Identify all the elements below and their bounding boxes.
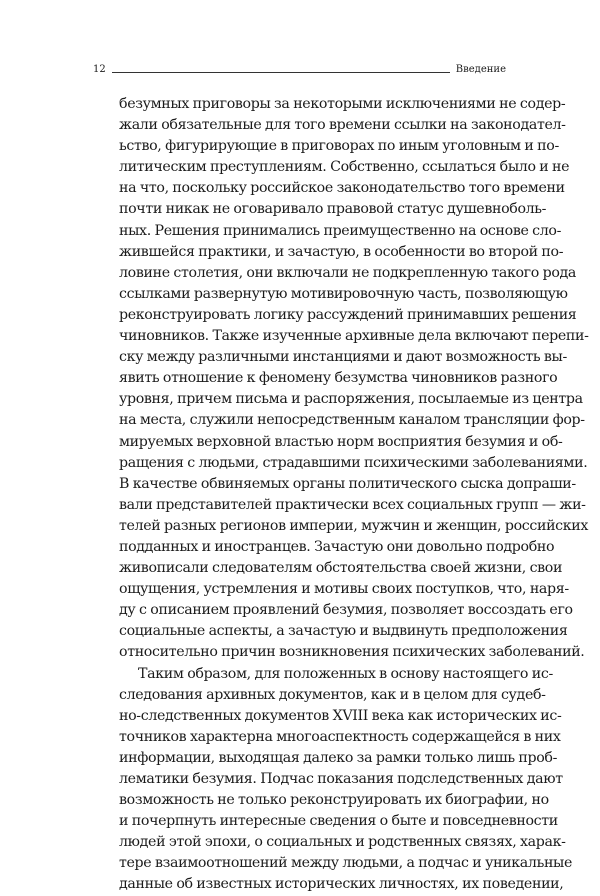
text-line: телей разных регионов империи, мужчин и женщин, российских xyxy=(119,517,589,534)
text-line: явить отношение к феномену безумства чиновников разного xyxy=(119,370,558,387)
text-line: ловине столетия, они включали не подкрепленную такого рода xyxy=(119,264,577,281)
page-number: 12 xyxy=(93,64,106,75)
text-line: мируемых верховной властью норм восприятия безумия и об- xyxy=(119,433,563,450)
text-line: людей этой эпохи, о социальных и родственных связях, харак- xyxy=(119,834,566,851)
text-line: на что, поскольку российское законодательство того времени xyxy=(119,180,565,197)
text-line: ьство, фигурирующие в приговорах по иным уголовным и по- xyxy=(119,138,559,155)
text-line: относительно причин возникновения психических заболеваний. xyxy=(119,644,585,661)
text-line: чиновников. Также изученные архивные дела включают перепи- xyxy=(119,328,589,345)
text-line: следования архивных документов, как и в целом для судеб- xyxy=(119,686,546,703)
running-head xyxy=(93,61,506,75)
text-line: но-следственных документов XVIII века как исторических ис- xyxy=(119,707,562,724)
text-line: подданных и иностранцев. Зачастую они довольно подробно xyxy=(119,538,555,555)
text-line: тере взаимоотношений между людьми, а подчас и уникальные xyxy=(119,855,573,872)
text-line: Таким образом, для положенных в основу настоящего ис- xyxy=(138,665,553,682)
text-line: почти никак не оговаривало правовой статус душевноболь- xyxy=(119,201,547,218)
body-text xyxy=(119,94,589,896)
text-line: и почерпнуть интересные сведения о быте и повседневности xyxy=(119,813,558,830)
text-line: точников характерна многоаспектность содержащейся в них xyxy=(119,728,561,745)
text-line: живописали следователям обстоятельства своей жизни, свои xyxy=(119,560,563,577)
text-line: В качестве обвиняемых органы политического сыска допраши- xyxy=(119,475,576,492)
section-title: Введение xyxy=(455,64,506,75)
text-line: вали представителей практически всех социальных групп — жи- xyxy=(119,496,586,513)
text-line: уровня, причем письма и распоряжения, посылаемые из центра xyxy=(119,391,583,408)
paragraph xyxy=(119,94,589,664)
text-line: возможность не только реконструировать их биографии, но xyxy=(119,792,549,809)
text-line: ощущения, устремления и мотивы своих поступков, что, наря- xyxy=(119,581,569,598)
text-line: безумных приговоры за некоторыми исключениями не содер- xyxy=(119,96,566,112)
text-line: жившейся практики, и зачастую, в особенности во второй по- xyxy=(119,243,564,260)
text-line: лематики безумия. Подчас показания подследственных дают xyxy=(119,771,563,787)
text-line: информации, выходящая далеко за рамки только лишь проб- xyxy=(119,749,558,766)
text-line: данные об известных исторических личностях, их поведении, xyxy=(119,876,564,893)
text-line: ссылками развернутую мотивировочную часть, позволяющую xyxy=(119,285,568,302)
text-line: ду с описанием проявлений безумия, позволяет воссоздать его xyxy=(119,602,573,619)
text-line: реконструировать логику рассуждений принимавших решения xyxy=(119,306,577,323)
text-line: ску между различными инстанциями и дают возможность вы- xyxy=(119,349,567,366)
text-line: ращения с людьми, страдавшими психическими заболеваниями. xyxy=(119,454,588,471)
text-line: литическим преступлениям. Собственно, ссылаться было и не xyxy=(119,159,570,176)
text-line: на места, служили непосредственным каналом трансляции фор- xyxy=(119,412,585,429)
text-line: жали обязательные для того времени ссылки на законодател- xyxy=(119,117,566,134)
paragraph xyxy=(119,664,573,896)
header-rule xyxy=(112,72,450,73)
text-line: ных. Решения принимались преимущественно на основе сло- xyxy=(119,222,562,239)
text-line: социальные аспекты, а зачастую и выдвинуть предположения xyxy=(119,623,568,640)
